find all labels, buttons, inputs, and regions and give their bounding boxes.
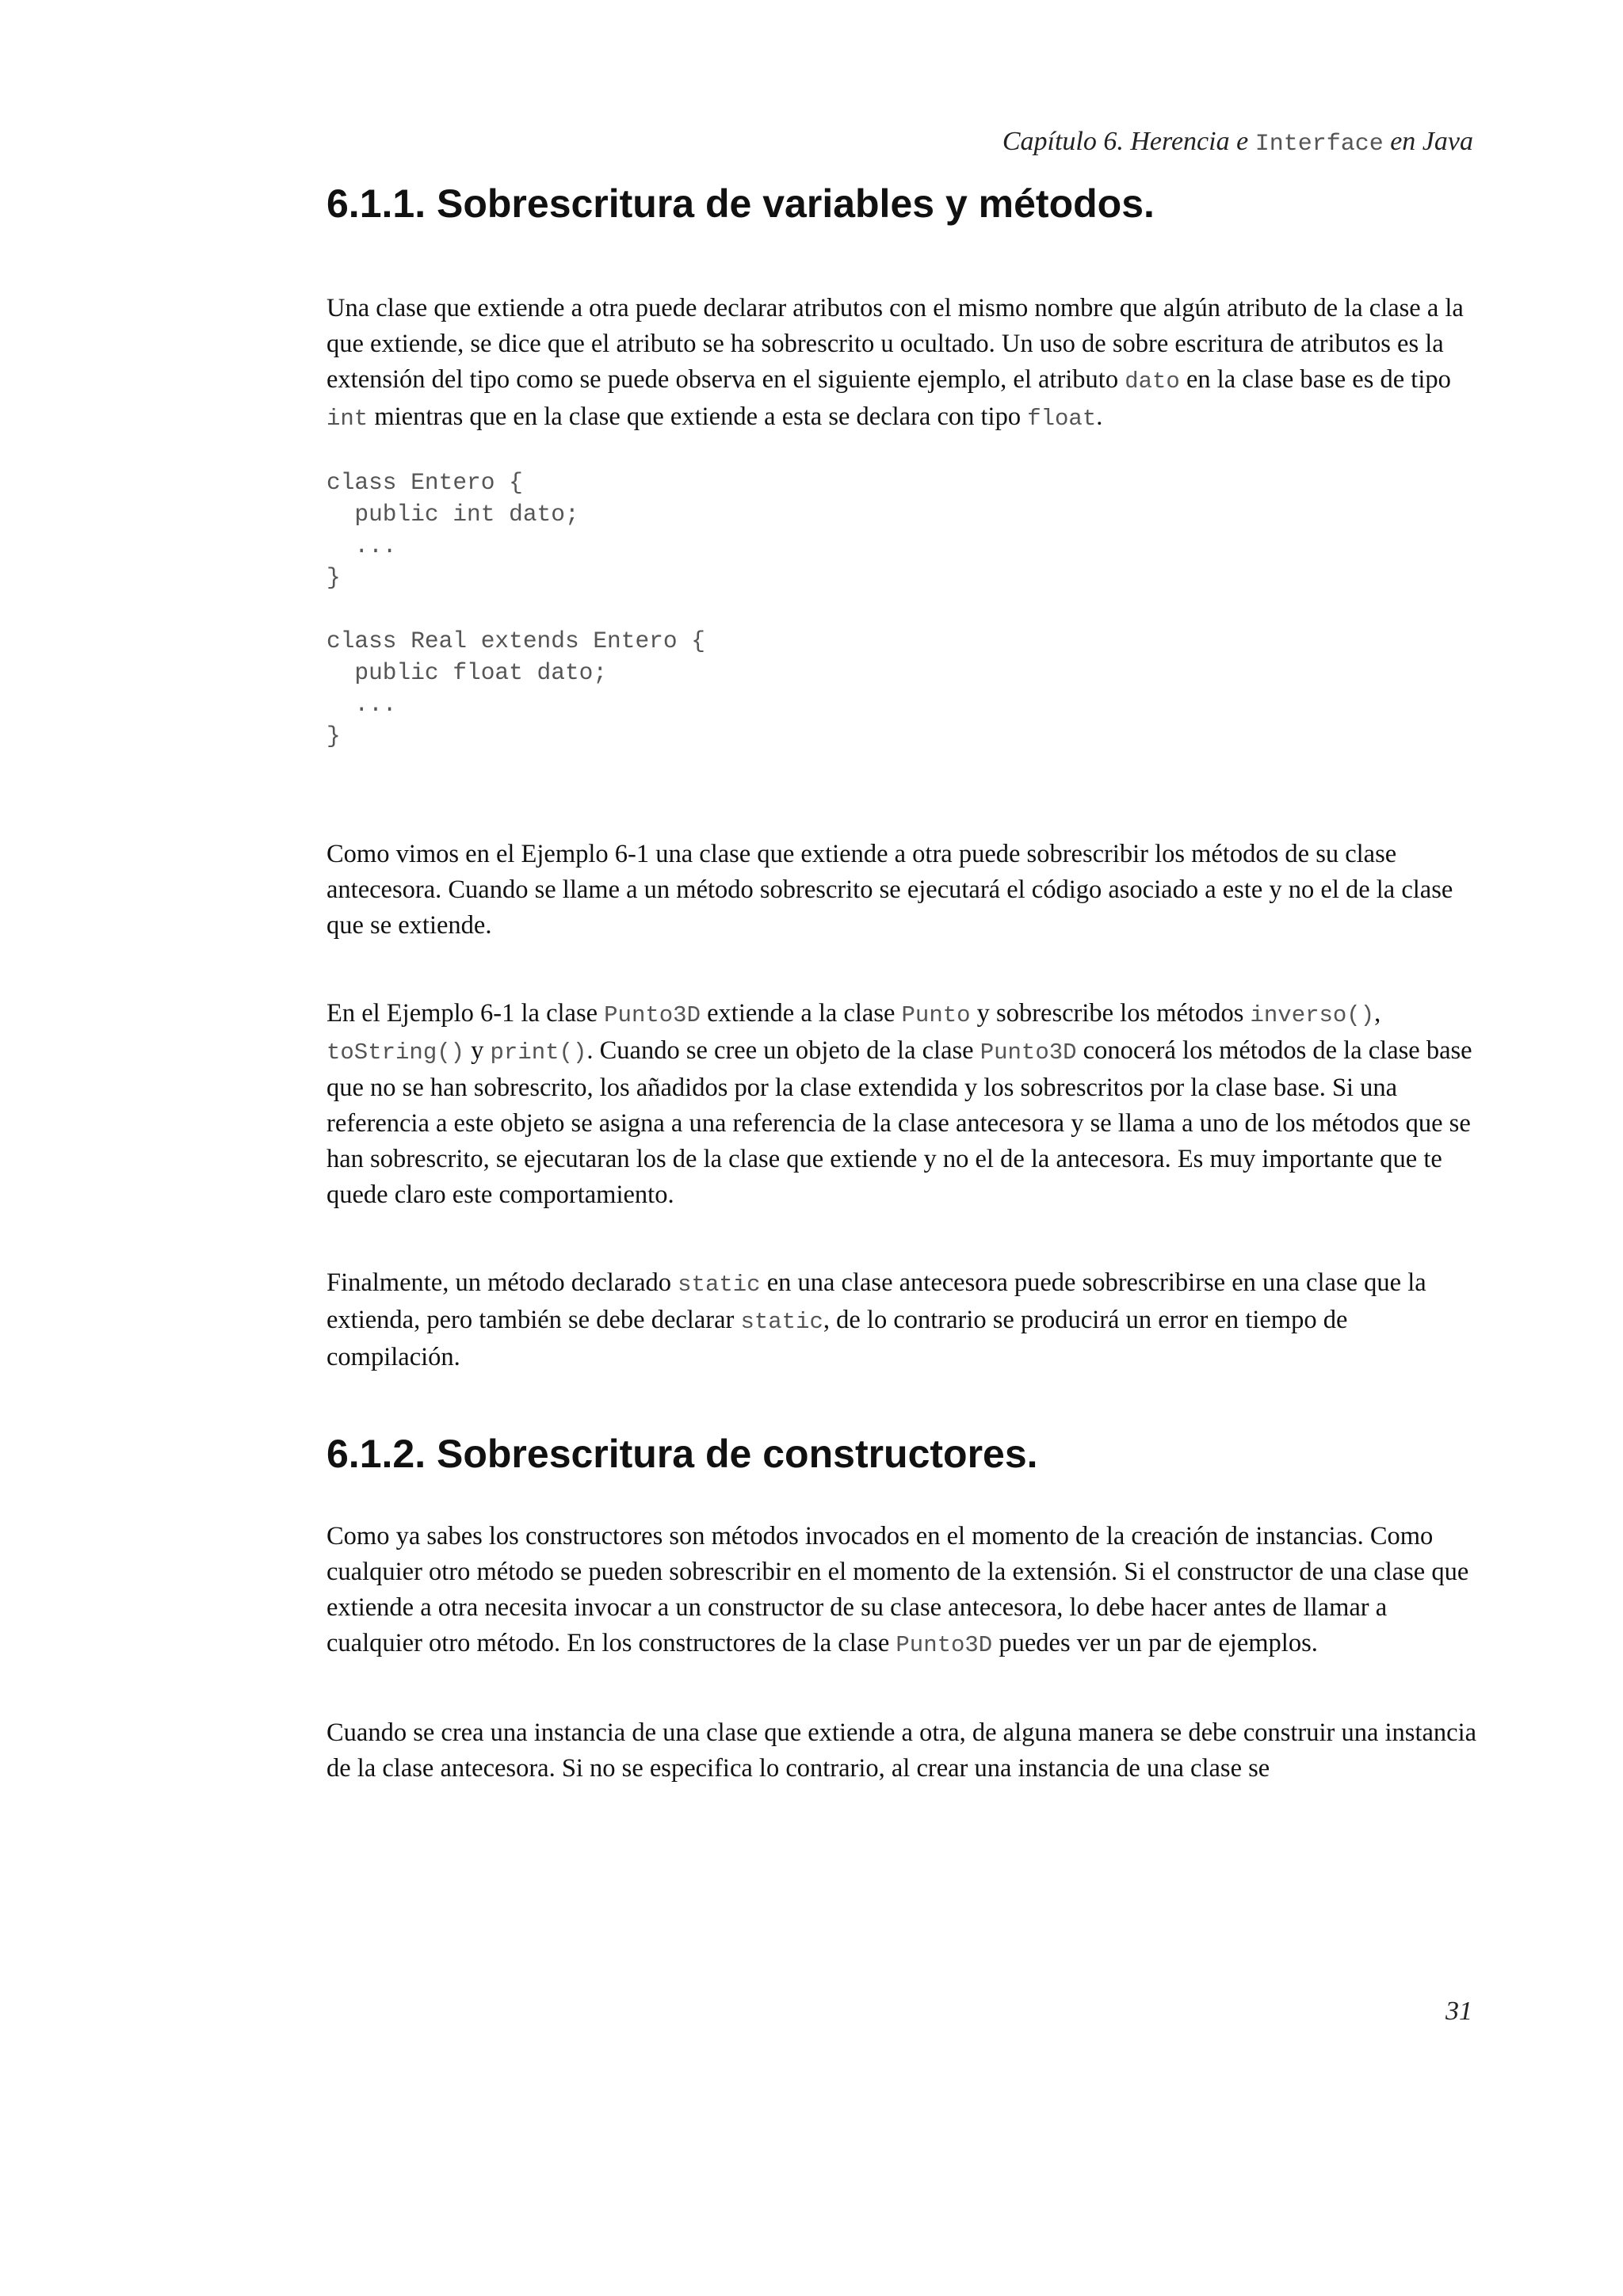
text-span: . Cuando se cree un objeto de la clase [586,1036,980,1065]
header-code: Interface [1254,131,1384,158]
paragraph-constructores [327,1519,1484,1663]
text-span: conocerá los métodos de la clase base que no se han sobrescrito, los añadidos por la clase extendida y los sobrescritos por la clase base. Si una referencia a este objeto se asigna a una referencia de la clase antecesora y se llama a uno de los métodos que se han sobrescrito, se ejecutaran los de la clase que extiende y no el de la antecesora. Es muy importante que te quede claro este comportamiento. [327,1036,1472,1209]
paragraph-instancia: Cuando se crea una instancia de una clase que extiende a otra, de alguna manera se debe construir una instancia de la clase antecesora. Si no se especifica lo contrario, al crear una instancia de una clase se [327,1718,1477,1783]
text-span: Como ya sabes los constructores son métodos invocados en el momento de la creación de instancias. Como cualquier otro método se pueden sobrescribir en el momento de la extensión. Si el constructor de una clase que extiende a otra necesita invocar a un constructor de su clase antecesora, lo debe hacer antes de llamar a cualquier otro método. En los constructores de la clase [327,1522,1469,1657]
running-header [1002,127,1473,158]
paragraph-static [327,1265,1484,1375]
inline-code: toString() [327,1039,465,1066]
paragraph-metodos-sobrescritos: Como vimos en el Ejemplo 6-1 una clase que extiende a otra puede sobrescribir los métodos de su clase antecesora. Cuando se llame a un método sobrescrito se ejecutará el código asociado a este y no el de la clase que se extiende. [327,840,1453,940]
inline-code: Punto3D [980,1039,1077,1066]
inline-code: Punto [901,1002,971,1028]
text-span: en la clase base es de tipo [1179,365,1451,394]
inline-code: float [1027,406,1097,432]
inline-code: int [327,406,369,432]
inline-code: dato [1125,368,1180,395]
text-span: Una clase que extiende a otra puede declarar atributos con el mismo nombre que algún atributo de la clase a la que extiende, se dice que el atributo se ha sobrescrito u ocultado. Un uso de sobre escritura de atributos es la extensión del tipo como se puede observa en el siguiente ejemplo, el atributo [327,294,1464,394]
text-span: . [1096,402,1103,431]
text-span: , [1374,999,1381,1028]
paragraph-punto3d [327,996,1484,1213]
page-number: 31 [1445,1997,1472,2026]
paragraph-atributos [327,291,1484,437]
header-text-post: en Java [1383,127,1473,156]
text-span: y sobrescribe los métodos [970,999,1251,1028]
code-block-entero: class Entero { public int dato; ... } [327,469,579,591]
header-text-pre: Capítulo 6. Herencia e [1002,127,1255,156]
inline-code: static [678,1272,761,1298]
text-span: Finalmente, un método declarado [327,1268,678,1297]
text-span: En el Ejemplo 6-1 la clase [327,999,605,1028]
text-span: y [464,1036,491,1065]
text-span: extiende a la clase [700,999,902,1028]
inline-code: static [740,1309,823,1335]
inline-code: Punto3D [896,1632,993,1658]
inline-code: print() [490,1039,587,1066]
text-span: en una clase antecesora puede sobrescribirse en una clase que la extienda, pero también se debe declarar [327,1268,1426,1334]
text-span: , de lo contrario se producirá un error en tiempo de compilación. [327,1306,1348,1371]
text-span: mientras que en la clase que extiende a esta se declara con tipo [368,402,1028,431]
code-block-real: class Real extends Entero { public float dato; ... } [327,627,705,749]
text-span: puedes ver un par de ejemplos. [992,1629,1318,1657]
inline-code: inverso() [1250,1002,1375,1028]
section-heading-sobrescritura-constructores: 6.1.2. Sobrescritura de constructores. [327,1432,1038,1476]
section-heading-sobrescritura-variables: 6.1.1. Sobrescritura de variables y métodos. [327,181,1155,226]
page-content [327,182,1484,1787]
inline-code: Punto3D [604,1002,701,1028]
